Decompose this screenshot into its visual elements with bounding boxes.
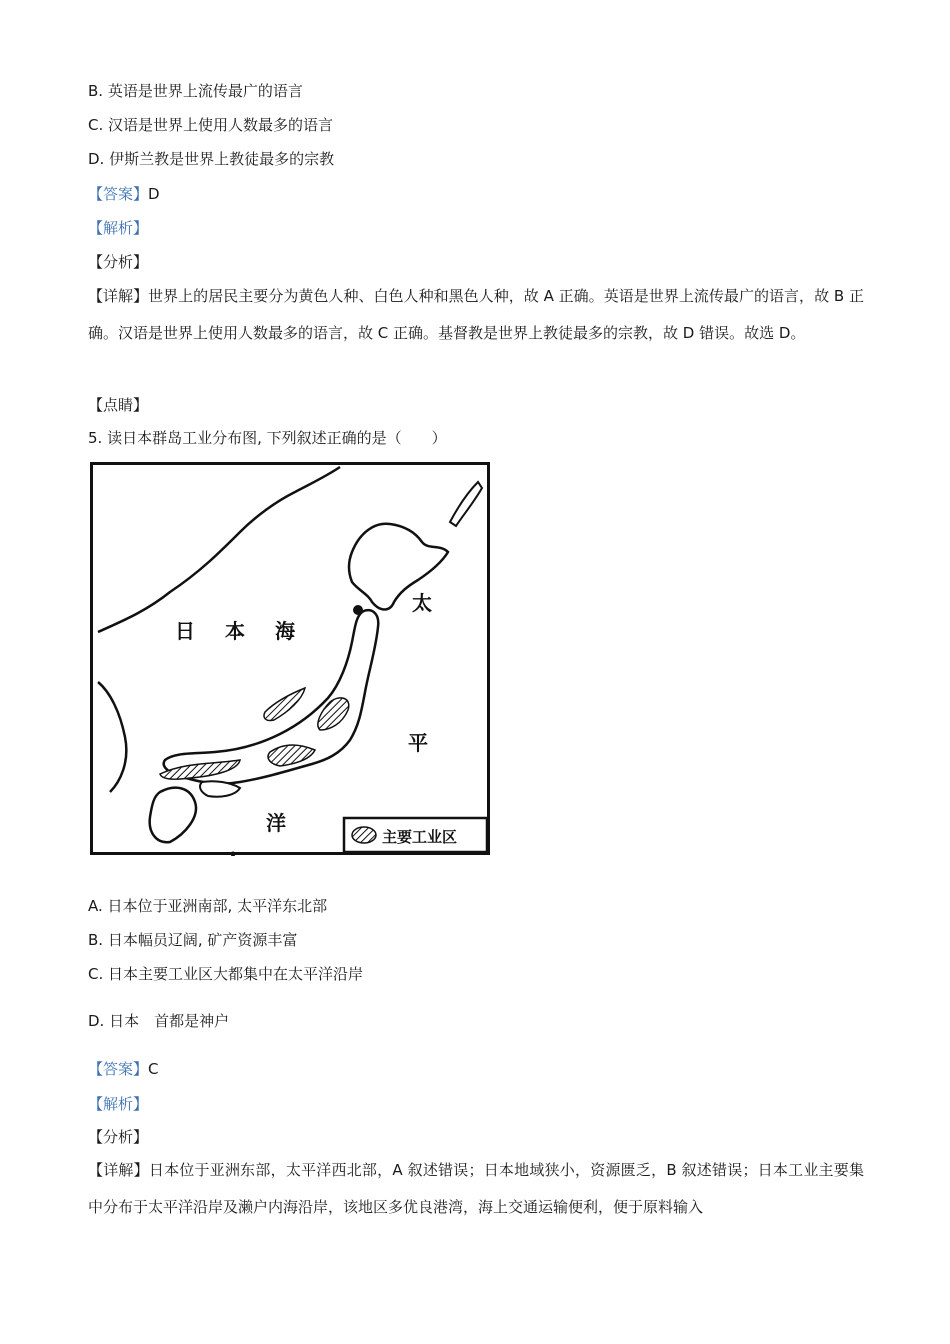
japan-industry-map <box>90 462 491 856</box>
q5-answer <box>88 1059 159 1079</box>
answer-value: C <box>148 1060 159 1078</box>
q5-jiexi-label: 【解析】 <box>88 1095 149 1113</box>
detail-text: 世界上的居民主要分为黄色人种、白色人种和黑色人种，故 A 正确。英语是世界上流传最广的语言，故 B 正确。汉语是世界上使用人数最多的语言，故 C 正确。基督教是世界上教徒最多的宗教，故 D 错误。故选 D。 <box>88 287 864 342</box>
q5-fenxi-label: 【分析】 <box>88 1128 149 1146</box>
label-sea-2: 本 <box>225 619 245 643</box>
answer-label: 【答案】 <box>88 1060 149 1078</box>
q4-option-c: C. 汉语是世界上使用人数最多的语言 <box>88 116 334 134</box>
q5-question: 5. 读日本群岛工业分布图, 下列叙述正确的是（ ） <box>88 429 447 447</box>
detail-label: 【详解】 <box>88 287 149 305</box>
label-pacific-3: 洋 <box>266 811 286 835</box>
detail-label: 【详解】 <box>88 1161 149 1179</box>
q4-answer <box>88 184 160 204</box>
legend-hatch-icon <box>352 827 376 843</box>
q4-dianjing-label: 【点睛】 <box>88 396 149 414</box>
q5-option-d: D. 日本 首都是神户 <box>88 1012 230 1030</box>
q5-option-c: C. 日本主要工业区大都集中在太平洋沿岸 <box>88 965 364 983</box>
q5-detail <box>88 1152 864 1226</box>
map-dot <box>353 605 363 615</box>
label-pacific-2: 平 <box>408 731 428 755</box>
answer-value: D <box>148 185 160 203</box>
label-pacific-1: 太 <box>412 591 432 615</box>
label-sea-1: 日 <box>175 619 195 643</box>
q4-fenxi-label: 【分析】 <box>88 253 149 271</box>
answer-label: 【答案】 <box>88 185 149 203</box>
q4-jiexi-label: 【解析】 <box>88 219 149 237</box>
label-sea-3: 海 <box>275 619 295 643</box>
legend-text: 主要工业区 <box>382 828 458 846</box>
detail-text: 日本位于亚洲东部，太平洋西北部，A 叙述错误；日本地域狭小，资源匮乏，B 叙述错误；日本工业主要集中分布于太平洋沿岸及濑户内海沿岸，该地区多优良港湾，海上交通运输便利，便于原料输入 <box>88 1161 864 1216</box>
q4-option-d: D. 伊斯兰教是世界上教徒最多的宗教 <box>88 150 335 168</box>
q5-option-b: B. 日本幅员辽阔, 矿产资源丰富 <box>88 931 298 949</box>
q4-option-b: B. 英语是世界上流传最广的语言 <box>88 82 303 100</box>
map-frame <box>92 464 489 854</box>
q5-option-a: A. 日本位于亚洲南部, 太平洋东北部 <box>88 897 328 915</box>
q4-detail <box>88 278 864 352</box>
